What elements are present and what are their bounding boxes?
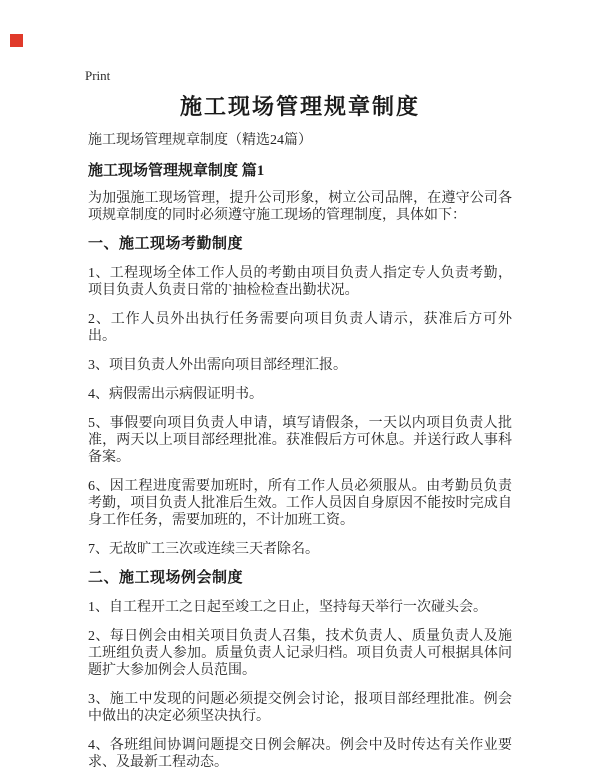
list-item: 3、施工中发现的问题必须提交例会讨论，报项目部经理批准。例会中做出的决定必须坚决执行。 — [88, 692, 512, 724]
list-item: 1、工程现场全体工作人员的考勤由项目负责人指定专人负责考勤，项目负责人负责日常的`抽检检查出勤状况。 — [88, 266, 512, 298]
list-item: 6、因工程进度需要加班时，所有工作人员必须服从。由考勤员负责考勤，项目负责人批准后生效。工作人员因自身原因不能按时完成自身工作任务，需要加班的，不计加班工资。 — [88, 479, 512, 528]
subtitle: 施工现场管理规章制度（精选24篇） — [88, 133, 312, 148]
intro-paragraph: 为加强施工现场管理，提升公司形象，树立公司品牌，在遵守公司各项规章制度的同时必须遵守施工现场的管理制度，具体如下： — [88, 191, 512, 223]
list-item: 1、自工程开工之日起至竣工之日止，坚持每天举行一次碰头会。 — [88, 600, 487, 615]
red-square-placeholder-icon — [10, 34, 23, 47]
article-heading: 施工现场管理规章制度 篇1 — [88, 163, 265, 179]
list-item: 2、工作人员外出执行任务需要向项目负责人请示，获准后方可外出。 — [88, 312, 512, 344]
section-heading-attendance: 一、施工现场考勤制度 — [88, 236, 244, 252]
print-link[interactable]: Print — [85, 68, 111, 83]
section-heading-meeting: 二、施工现场例会制度 — [88, 570, 244, 586]
list-item: 3、项目负责人外出需向项目部经理汇报。 — [88, 358, 347, 373]
list-item: 7、无故旷工三次或连续三天者除名。 — [88, 542, 319, 557]
list-item: 4、各班组间协调问题提交日例会解决。例会中及时传达有关作业要求、及最新工程动态。 — [88, 738, 512, 770]
list-item: 4、病假需出示病假证明书。 — [88, 387, 263, 402]
list-item: 5、事假要向项目负责人申请，填写请假条，一天以内项目负责人批准，两天以上项目部经理批准。获准假后方可休息。并送行政人事科备案。 — [88, 416, 512, 465]
page-title: 施工现场管理规章制度 — [179, 94, 420, 119]
article-body — [88, 94, 512, 776]
list-item: 2、每日例会由相关项目负责人召集，技术负责人、质量负责人及施工班组负责人参加。质量负责人记录归档。项目负责人可根据具体问题扩大参加例会人员范围。 — [88, 629, 512, 678]
